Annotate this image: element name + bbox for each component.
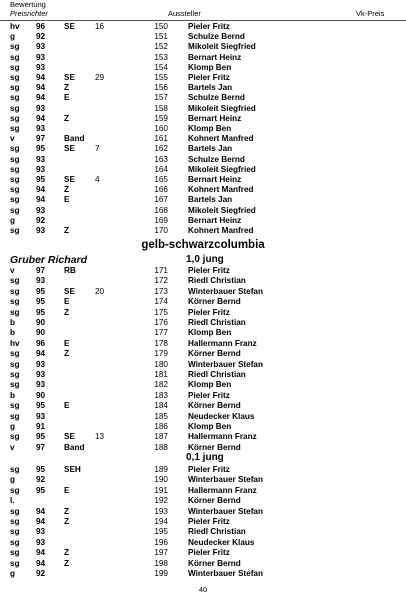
exhibitor: Pieler Fritz bbox=[188, 517, 230, 526]
exhibitor: Bartels Jan bbox=[188, 195, 233, 205]
cage-number: 181 bbox=[154, 370, 168, 379]
grade: g bbox=[10, 475, 16, 485]
award: RB bbox=[64, 266, 76, 275]
award: SE bbox=[64, 432, 75, 442]
exhibitor: Hallermann Franz bbox=[188, 338, 257, 348]
exhibitor: Mikoleit Siegfried bbox=[188, 205, 256, 215]
points: 94 bbox=[36, 349, 46, 359]
cage-number: 198 bbox=[154, 558, 168, 568]
exhibitor: Schulze Bernd bbox=[188, 32, 245, 42]
points: 93 bbox=[36, 380, 46, 390]
page-number: 40 bbox=[198, 585, 208, 594]
cage-number: 182 bbox=[154, 380, 168, 390]
grade: sg bbox=[10, 307, 20, 317]
cage-number: 191 bbox=[154, 485, 168, 495]
exhibitor: Pieler Fritz bbox=[188, 266, 230, 275]
cage-number: 176 bbox=[154, 318, 168, 327]
exhibitor: Klomp Ben bbox=[188, 62, 232, 72]
award: Z bbox=[64, 185, 70, 195]
points: 92 bbox=[36, 569, 46, 578]
exhibitor: Bartels Jan bbox=[188, 83, 233, 93]
points: 90 bbox=[36, 318, 46, 327]
table-row bbox=[0, 296, 406, 307]
cage-number: 167 bbox=[154, 195, 168, 205]
grade: sg bbox=[10, 558, 20, 568]
exhibitor: Winterbauer Stefan bbox=[188, 286, 263, 296]
award: Z bbox=[64, 83, 70, 93]
exhibitor: Körner Bernd bbox=[188, 496, 241, 506]
section-title: gelb-schwarzcolumbia bbox=[141, 239, 265, 251]
table-row bbox=[0, 400, 406, 411]
exhibitor: Klomp Ben bbox=[188, 328, 232, 338]
table-row bbox=[0, 526, 406, 537]
table-row bbox=[0, 265, 406, 276]
grade: sg bbox=[10, 93, 20, 103]
cage-number: 189 bbox=[154, 465, 168, 474]
class-heading-2: 0,1 jung bbox=[186, 452, 224, 463]
table-row bbox=[0, 348, 406, 359]
cage-number: 150 bbox=[154, 22, 168, 31]
exhibitor: Pieler Fritz bbox=[188, 548, 230, 558]
points: 93 bbox=[36, 359, 46, 369]
judge-name: Gruber Richard bbox=[10, 254, 88, 266]
grade: sg bbox=[10, 276, 20, 286]
rank: 7 bbox=[95, 144, 100, 154]
table-row bbox=[0, 327, 406, 338]
grade: sg bbox=[10, 537, 20, 547]
grade: hv bbox=[10, 338, 20, 348]
grade: sg bbox=[10, 380, 20, 390]
exhibitor: Bernart Heinz bbox=[188, 175, 242, 184]
points: 93 bbox=[36, 103, 46, 113]
exhibitor: Neudecker Klaus bbox=[188, 411, 255, 421]
grade: b bbox=[10, 390, 16, 400]
award: E bbox=[64, 338, 70, 348]
exhibitor: Körner Bernd bbox=[188, 297, 241, 307]
cage-number: 197 bbox=[154, 548, 168, 558]
table-row bbox=[0, 317, 406, 328]
grade: sg bbox=[10, 359, 20, 369]
rank: 4 bbox=[95, 175, 100, 184]
exhibitor: Klomp Ben bbox=[188, 422, 232, 431]
class-heading-1: 1,0 jung bbox=[186, 254, 224, 265]
award: Band bbox=[64, 442, 85, 452]
cage-number: 173 bbox=[154, 286, 168, 296]
table-row bbox=[0, 421, 406, 432]
points: 93 bbox=[36, 42, 46, 52]
grade: sg bbox=[10, 370, 20, 379]
grade: sg bbox=[10, 401, 20, 411]
cage-number: 161 bbox=[154, 134, 168, 144]
award: Band bbox=[64, 134, 85, 144]
cage-number: 168 bbox=[154, 205, 168, 215]
cage-number: 183 bbox=[154, 390, 168, 400]
header-preisrichter: Preisrichter bbox=[10, 9, 48, 18]
header-bewertung: Bewertung bbox=[10, 0, 46, 9]
grade: sg bbox=[10, 485, 20, 495]
table-row bbox=[0, 506, 406, 517]
exhibitor: Kohnert Manfred bbox=[188, 185, 254, 195]
exhibitor: Körner Bernd bbox=[188, 558, 241, 568]
cage-number: 186 bbox=[154, 422, 168, 431]
rank: 20 bbox=[95, 286, 105, 296]
table-header bbox=[0, 0, 406, 21]
points: 95 bbox=[36, 307, 46, 317]
exhibitor: Klomp Ben bbox=[188, 380, 232, 390]
grade: sg bbox=[10, 103, 20, 113]
exhibitor: Kohnert Manfred bbox=[188, 134, 254, 144]
points: 95 bbox=[36, 432, 46, 442]
table-row bbox=[0, 474, 406, 485]
cage-number: 175 bbox=[154, 307, 168, 317]
exhibitor: Pieler Fritz bbox=[188, 390, 230, 400]
exhibitor: Riedl Christian bbox=[188, 276, 246, 286]
grade: b bbox=[10, 318, 16, 327]
award: Z bbox=[64, 307, 70, 317]
points: 94 bbox=[36, 185, 46, 195]
cage-number: 152 bbox=[154, 42, 168, 52]
table-row bbox=[0, 464, 406, 475]
cage-number: 166 bbox=[154, 185, 168, 195]
cage-number: 199 bbox=[154, 569, 168, 578]
exhibitor: Mikoleit Siegfried bbox=[188, 42, 256, 52]
rank: 29 bbox=[95, 73, 105, 82]
points: 90 bbox=[36, 328, 46, 338]
points: 94 bbox=[36, 93, 46, 103]
table-row bbox=[0, 286, 406, 297]
cage-number: 192 bbox=[154, 496, 168, 506]
points: 94 bbox=[36, 113, 46, 123]
points: 92 bbox=[36, 215, 46, 225]
grade: sg bbox=[10, 185, 20, 195]
exhibitor: Winterbauer Stefan bbox=[188, 569, 263, 578]
grade: l. bbox=[10, 496, 15, 506]
award: Z bbox=[64, 349, 70, 359]
award: Z bbox=[64, 548, 70, 558]
grade: hv bbox=[10, 22, 20, 31]
exhibitor: Bernart Heinz bbox=[188, 215, 242, 225]
award: E bbox=[64, 93, 70, 103]
cage-number: 188 bbox=[154, 442, 168, 452]
exhibitor: Winterbauer Stefan bbox=[188, 359, 263, 369]
table-row bbox=[0, 431, 406, 442]
points: 95 bbox=[36, 175, 46, 184]
exhibitor: Schulze Bernd bbox=[188, 154, 245, 164]
table-row bbox=[0, 338, 406, 349]
table-row bbox=[0, 495, 406, 506]
award: Z bbox=[64, 226, 70, 235]
table-row bbox=[0, 537, 406, 548]
table-row bbox=[0, 225, 406, 236]
table-row bbox=[0, 411, 406, 422]
rank: 16 bbox=[95, 22, 105, 31]
exhibitor: Mikoleit Siegfried bbox=[188, 103, 256, 113]
award: SE bbox=[64, 175, 75, 184]
exhibitor: Neudecker Klaus bbox=[188, 537, 255, 547]
exhibitor: Riedl Christian bbox=[188, 527, 246, 537]
grade: sg bbox=[10, 548, 20, 558]
grade: sg bbox=[10, 349, 20, 359]
cage-number: 156 bbox=[154, 83, 168, 93]
table-row bbox=[0, 390, 406, 401]
award: SE bbox=[64, 22, 75, 31]
table-row bbox=[0, 558, 406, 569]
cage-number: 174 bbox=[154, 297, 168, 307]
exhibitor: Winterbauer Stefan bbox=[188, 475, 263, 485]
exhibitor: Riedl Christian bbox=[188, 318, 246, 327]
award: Z bbox=[64, 113, 70, 123]
grade: sg bbox=[10, 144, 20, 154]
grade: sg bbox=[10, 432, 20, 442]
cage-number: 193 bbox=[154, 506, 168, 516]
points: 96 bbox=[36, 22, 46, 31]
award: E bbox=[64, 401, 70, 411]
points: 95 bbox=[36, 297, 46, 307]
points: 93 bbox=[36, 370, 46, 379]
grade: sg bbox=[10, 113, 20, 123]
points: 94 bbox=[36, 506, 46, 516]
points: 94 bbox=[36, 558, 46, 568]
exhibitor: Bernart Heinz bbox=[188, 52, 242, 62]
exhibitor: Körner Bernd bbox=[188, 349, 241, 359]
exhibitor: Hallermann Franz bbox=[188, 432, 257, 442]
grade: sg bbox=[10, 527, 20, 537]
exhibitor: Körner Bernd bbox=[188, 401, 241, 411]
grade: g bbox=[10, 215, 16, 225]
cage-number: 171 bbox=[154, 266, 168, 275]
award: E bbox=[64, 485, 70, 495]
cage-number: 194 bbox=[154, 517, 168, 526]
table-row bbox=[0, 369, 406, 380]
points: 93 bbox=[36, 62, 46, 72]
award: Z bbox=[64, 517, 70, 526]
grade: sg bbox=[10, 154, 20, 164]
grade: sg bbox=[10, 297, 20, 307]
grade: sg bbox=[10, 506, 20, 516]
exhibitor: Hallermann Franz bbox=[188, 485, 257, 495]
points: 93 bbox=[36, 124, 46, 133]
cage-number: 158 bbox=[154, 103, 168, 113]
cage-number: 187 bbox=[154, 432, 168, 442]
grade: sg bbox=[10, 124, 20, 133]
cage-number: 172 bbox=[154, 276, 168, 286]
grade: v bbox=[10, 266, 15, 275]
grade: sg bbox=[10, 465, 20, 474]
points: 93 bbox=[36, 527, 46, 537]
points: 93 bbox=[36, 164, 46, 174]
header-aussteller: Aussteller bbox=[168, 9, 201, 18]
grade: g bbox=[10, 32, 16, 42]
points: 94 bbox=[36, 195, 46, 205]
cage-number: 162 bbox=[154, 144, 168, 154]
table-row bbox=[0, 485, 406, 496]
award: E bbox=[64, 297, 70, 307]
table-row bbox=[0, 568, 406, 579]
cage-number: 196 bbox=[154, 537, 168, 547]
points: 93 bbox=[36, 411, 46, 421]
points: 93 bbox=[36, 52, 46, 62]
points: 95 bbox=[36, 144, 46, 154]
points: 94 bbox=[36, 517, 46, 526]
cage-number: 184 bbox=[154, 401, 168, 411]
cage-number: 180 bbox=[154, 359, 168, 369]
award: Z bbox=[64, 558, 70, 568]
exhibitor: Kohnert Manfred bbox=[188, 226, 254, 235]
points: 95 bbox=[36, 286, 46, 296]
award: SE bbox=[64, 286, 75, 296]
cage-number: 160 bbox=[154, 124, 168, 133]
exhibitor: Mikoleit Siegfried bbox=[188, 164, 256, 174]
rank: 13 bbox=[95, 432, 105, 442]
award: SEH bbox=[64, 465, 81, 474]
points: 90 bbox=[36, 390, 46, 400]
table-row bbox=[0, 275, 406, 286]
grade: sg bbox=[10, 83, 20, 93]
exhibitor: Pieler Fritz bbox=[188, 307, 230, 317]
cage-number: 185 bbox=[154, 411, 168, 421]
points: 95 bbox=[36, 465, 46, 474]
points: 96 bbox=[36, 338, 46, 348]
points: 93 bbox=[36, 154, 46, 164]
points: 95 bbox=[36, 485, 46, 495]
points: 92 bbox=[36, 32, 46, 42]
cage-number: 179 bbox=[154, 349, 168, 359]
grade: sg bbox=[10, 73, 20, 82]
award: SE bbox=[64, 144, 75, 154]
points: 93 bbox=[36, 276, 46, 286]
exhibitor: Winterbauer Stefan bbox=[188, 506, 263, 516]
cage-number: 164 bbox=[154, 164, 168, 174]
points: 93 bbox=[36, 537, 46, 547]
cage-number: 190 bbox=[154, 475, 168, 485]
grade: sg bbox=[10, 42, 20, 52]
points: 94 bbox=[36, 73, 46, 82]
grade: sg bbox=[10, 205, 20, 215]
award: E bbox=[64, 195, 70, 205]
cage-number: 169 bbox=[154, 215, 168, 225]
points: 97 bbox=[36, 266, 46, 275]
grade: sg bbox=[10, 411, 20, 421]
points: 91 bbox=[36, 422, 46, 431]
points: 94 bbox=[36, 548, 46, 558]
grade: b bbox=[10, 328, 16, 338]
grade: sg bbox=[10, 52, 20, 62]
header-vk-preis: Vk-Preis bbox=[356, 9, 385, 18]
exhibitor: Klomp Ben bbox=[188, 124, 232, 133]
points: 97 bbox=[36, 442, 46, 452]
exhibitor: Schulze Bernd bbox=[188, 93, 245, 103]
cage-number: 154 bbox=[154, 62, 168, 72]
points: 92 bbox=[36, 475, 46, 485]
exhibitor: Riedl Christian bbox=[188, 370, 246, 379]
exhibitor: Körner Bernd bbox=[188, 442, 241, 452]
exhibitor: Bernart Heinz bbox=[188, 113, 242, 123]
cage-number: 155 bbox=[154, 73, 168, 82]
grade: sg bbox=[10, 286, 20, 296]
table-row bbox=[0, 359, 406, 370]
grade: sg bbox=[10, 175, 20, 184]
cage-number: 177 bbox=[154, 328, 168, 338]
award: Z bbox=[64, 506, 70, 516]
cage-number: 163 bbox=[154, 154, 168, 164]
grade: sg bbox=[10, 62, 20, 72]
grade: sg bbox=[10, 517, 20, 526]
table-row bbox=[0, 307, 406, 318]
exhibitor: Pieler Fritz bbox=[188, 22, 230, 31]
grade: sg bbox=[10, 226, 20, 235]
award: SE bbox=[64, 73, 75, 82]
points: 94 bbox=[36, 83, 46, 93]
cage-number: 170 bbox=[154, 226, 168, 235]
exhibitor: Bartels Jan bbox=[188, 144, 233, 154]
cage-number: 151 bbox=[154, 32, 168, 42]
cage-number: 178 bbox=[154, 338, 168, 348]
table-row bbox=[0, 379, 406, 390]
points: 93 bbox=[36, 205, 46, 215]
points: 95 bbox=[36, 401, 46, 411]
cage-number: 159 bbox=[154, 113, 168, 123]
grade: v bbox=[10, 442, 15, 452]
table-row bbox=[0, 547, 406, 558]
grade: sg bbox=[10, 164, 20, 174]
cage-number: 157 bbox=[154, 93, 168, 103]
table-row bbox=[0, 516, 406, 527]
grade: g bbox=[10, 422, 16, 431]
points: 97 bbox=[36, 134, 46, 144]
grade: sg bbox=[10, 195, 20, 205]
cage-number: 153 bbox=[154, 52, 168, 62]
grade: v bbox=[10, 134, 15, 144]
exhibitor: Pieler Fritz bbox=[188, 465, 230, 474]
cage-number: 165 bbox=[154, 175, 168, 184]
cage-number: 195 bbox=[154, 527, 168, 537]
grade: g bbox=[10, 569, 16, 578]
points: 93 bbox=[36, 226, 46, 235]
exhibitor: Pieler Fritz bbox=[188, 73, 230, 82]
